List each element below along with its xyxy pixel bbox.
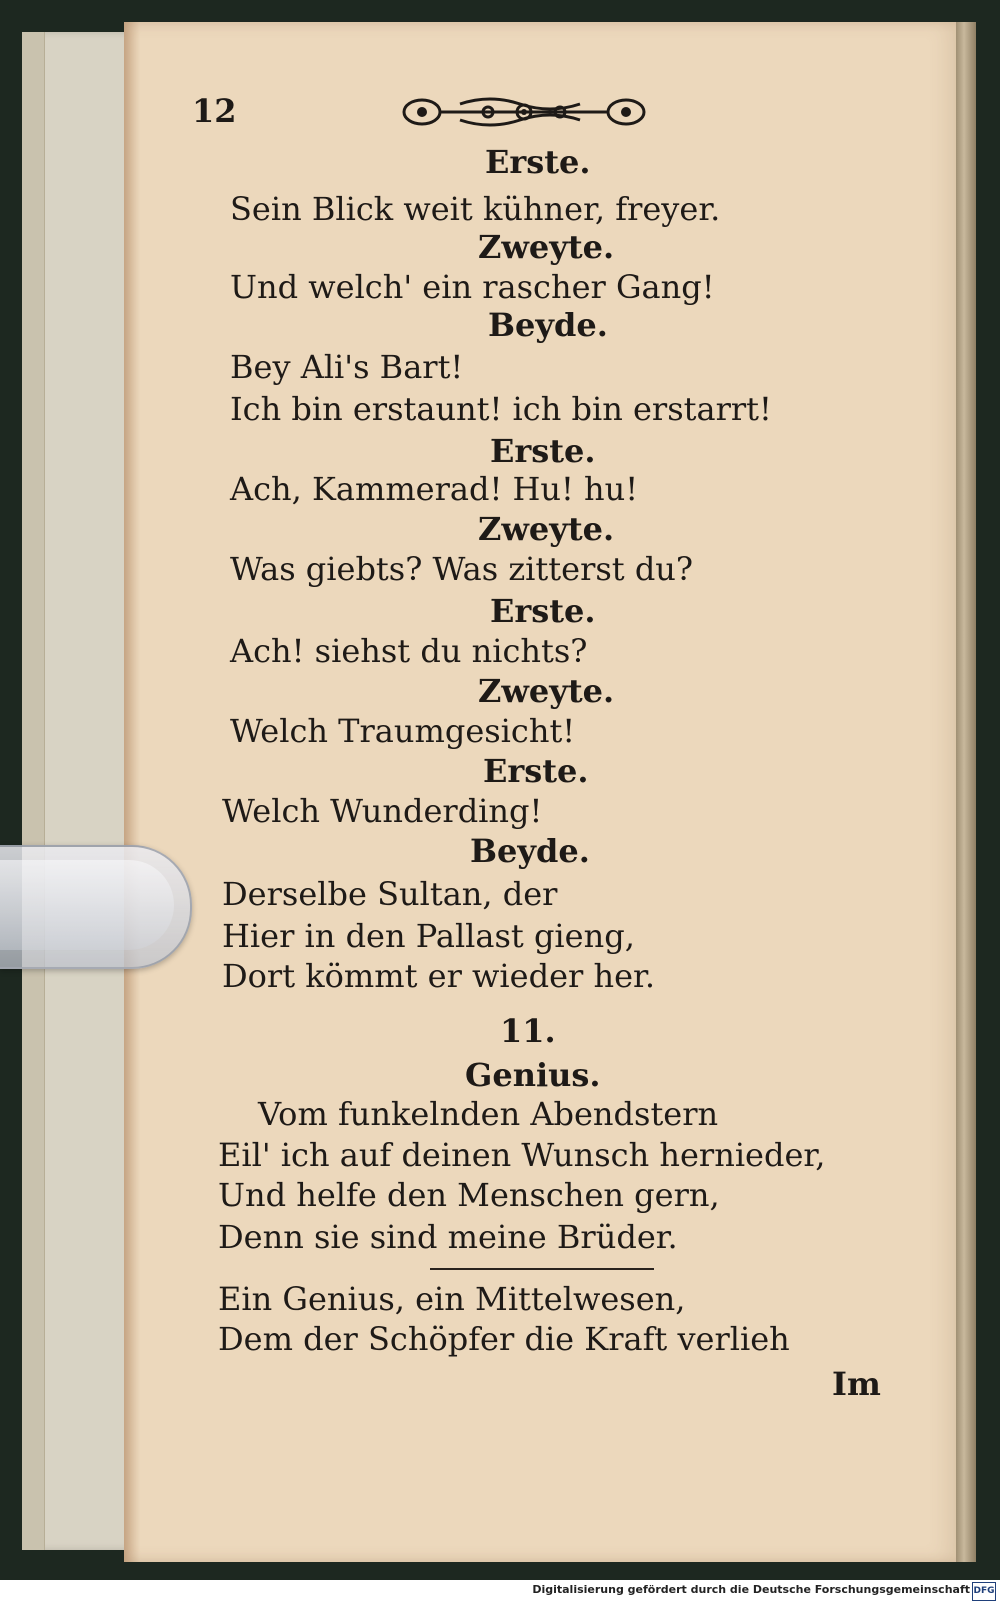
- ornament-headpiece-icon: [400, 92, 648, 132]
- verse-line: Bey Ali's Bart!: [230, 348, 464, 386]
- section-rule: [430, 1268, 654, 1270]
- footer-credit: Digitalisierung gefördert durch die Deutsche Forschungsgemeinschaft: [532, 1583, 970, 1596]
- verse-line: Denn sie sind meine Brüder.: [218, 1218, 678, 1256]
- speaker-heading: Erste.: [483, 752, 589, 790]
- verse-line: Ach, Kammerad! Hu! hu!: [230, 470, 639, 508]
- speaker-heading: Beyde.: [488, 306, 608, 344]
- page-right-edge: [956, 22, 976, 1562]
- speaker-heading: Zweyte.: [478, 672, 615, 710]
- speaker-heading: Erste.: [490, 432, 596, 470]
- verse-line: Derselbe Sultan, der: [222, 875, 558, 913]
- verse-line: Welch Traumgesicht!: [230, 712, 576, 750]
- speaker-heading: Beyde.: [470, 832, 590, 870]
- verse-line: Und helfe den Menschen gern,: [218, 1176, 720, 1214]
- verse-line: Eil' ich auf deinen Wunsch hernieder,: [218, 1136, 826, 1174]
- left-page-edge: [22, 32, 45, 1550]
- verse-line: Dort kömmt er wieder her.: [222, 957, 655, 995]
- speaker-heading: Genius.: [465, 1056, 601, 1094]
- speaker-heading: Zweyte.: [478, 228, 615, 266]
- catchword: Im: [832, 1365, 881, 1403]
- verse-line: Was giebts? Was zitterst du?: [230, 550, 694, 588]
- speaker-heading: Erste.: [490, 592, 596, 630]
- speaker-heading: Zweyte.: [478, 510, 615, 548]
- verse-line: Welch Wunderding!: [222, 792, 543, 830]
- page-clip-highlight: [0, 860, 174, 950]
- verse-line: Sein Blick weit kühner, freyer.: [230, 190, 721, 228]
- verse-line: Ich bin erstaunt! ich bin erstarrt!: [230, 390, 772, 428]
- verse-line: Hier in den Pallast gieng,: [222, 917, 635, 955]
- speaker-heading: 11.: [500, 1012, 556, 1050]
- verse-line: Vom funkelnden Abendstern: [258, 1095, 719, 1133]
- verse-line: Und welch' ein rascher Gang!: [230, 268, 715, 306]
- verse-line: Dem der Schöpfer die Kraft verlieh: [218, 1320, 790, 1358]
- page-number: 12: [192, 92, 237, 130]
- verse-line: Ein Genius, ein Mittelwesen,: [218, 1280, 686, 1318]
- verse-line: Ach! siehst du nichts?: [230, 632, 588, 670]
- dfg-logo-icon: DFG: [972, 1582, 996, 1601]
- speaker-heading: Erste.: [485, 143, 591, 181]
- binding-shadow: [124, 22, 140, 1562]
